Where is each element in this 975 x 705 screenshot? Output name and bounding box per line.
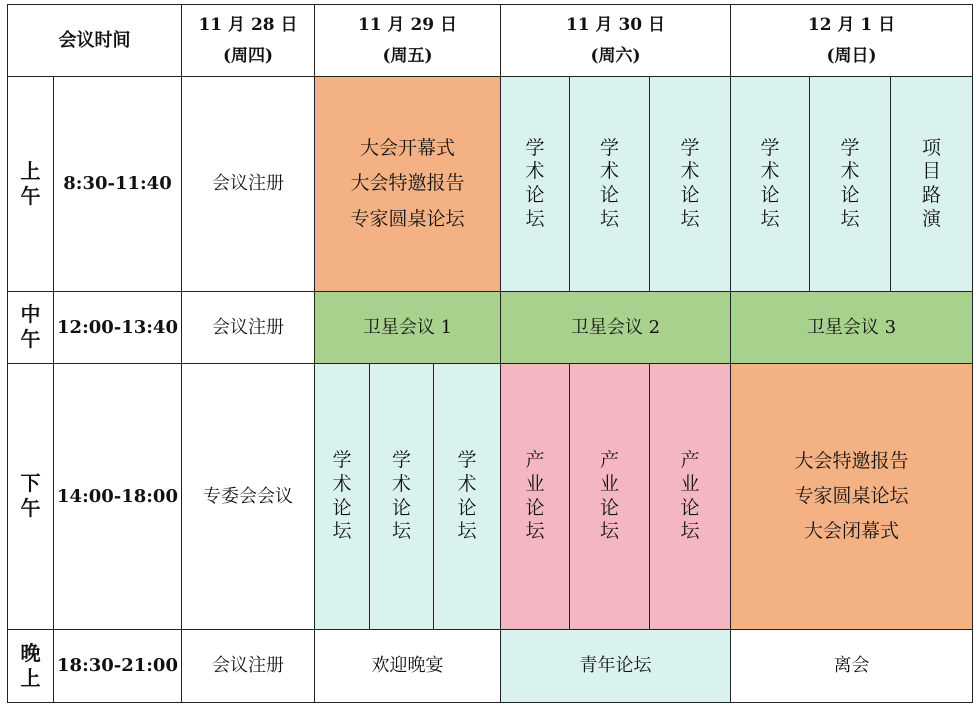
period-cell <box>8 364 54 630</box>
forum-cell <box>501 77 570 292</box>
event-label: 离会 <box>833 655 870 677</box>
event-label: 会议注册 <box>212 173 284 195</box>
satellite-meeting-cell <box>731 292 973 364</box>
day-weekday: (周五) <box>382 45 433 66</box>
roadshow-label: 项目路演 <box>922 136 942 230</box>
forum-label: 学术论坛 <box>680 136 700 230</box>
event-label: 专委会会议 <box>203 485 293 507</box>
forum-cell <box>810 77 891 292</box>
event-line: 专家圆桌论坛 <box>350 207 465 230</box>
event-line: 大会特邀报告 <box>794 449 909 472</box>
event-label: 卫星会议 3 <box>806 316 897 338</box>
period-label: 晚上 <box>20 640 41 690</box>
row-noon <box>8 292 973 364</box>
day-header-1 <box>182 5 315 77</box>
time-label: 18:30-21:00 <box>57 655 178 677</box>
period-cell <box>8 292 54 364</box>
forum-cell <box>315 364 370 630</box>
day-weekday: (周六) <box>590 45 641 66</box>
forum-cell <box>570 77 650 292</box>
forum-label: 产业论坛 <box>525 449 545 543</box>
industry-forum-cell <box>650 364 731 630</box>
time-header-cell <box>8 5 182 77</box>
satellite-meeting-cell <box>315 292 501 364</box>
forum-label: 产业论坛 <box>680 449 700 543</box>
time-cell <box>54 77 182 292</box>
event-label: 卫星会议 1 <box>362 316 453 338</box>
forum-label: 学术论坛 <box>840 136 860 230</box>
row-afternoon <box>8 364 973 630</box>
forum-label: 学术论坛 <box>760 136 780 230</box>
industry-forum-cell <box>501 364 570 630</box>
day-date: 12 月 1 日 <box>807 14 896 35</box>
day1-cell <box>182 292 315 364</box>
day1-cell <box>182 77 315 292</box>
roadshow-cell <box>891 77 973 292</box>
event-line: 大会闭幕式 <box>804 520 900 543</box>
plenary-cell <box>315 77 501 292</box>
time-label: 12:00-13:40 <box>57 316 178 338</box>
time-cell <box>54 630 182 703</box>
time-label: 8:30-11:40 <box>63 173 172 195</box>
event-line: 专家圆桌论坛 <box>794 484 909 507</box>
forum-cell <box>650 77 731 292</box>
industry-forum-cell <box>570 364 650 630</box>
forum-label: 学术论坛 <box>457 449 477 543</box>
welcome-dinner-cell <box>315 630 501 703</box>
event-label: 欢迎晚宴 <box>371 655 444 677</box>
day-weekday: (周日) <box>826 45 877 66</box>
time-label: 14:00-18:00 <box>57 485 178 507</box>
event-label: 会议注册 <box>212 655 284 677</box>
forum-label: 产业论坛 <box>600 449 620 543</box>
event-label: 卫星会议 2 <box>570 316 661 338</box>
forum-label: 学术论坛 <box>525 136 545 230</box>
day-date: 11 月 29 日 <box>357 14 458 35</box>
day1-cell <box>182 630 315 703</box>
day-header-3 <box>501 5 731 77</box>
day-date: 11 月 28 日 <box>198 14 298 35</box>
period-label: 中午 <box>20 302 41 352</box>
departure-cell <box>731 630 973 703</box>
event-line: 大会特邀报告 <box>350 172 465 195</box>
time-header-label: 会议时间 <box>58 29 131 51</box>
period-cell <box>8 77 54 292</box>
period-label: 上午 <box>20 158 41 208</box>
event-label: 会议注册 <box>212 316 284 338</box>
day-header-2 <box>315 5 501 77</box>
plenary-cell <box>731 364 973 630</box>
day-header-4 <box>731 5 973 77</box>
event-label: 青年论坛 <box>579 655 652 677</box>
satellite-meeting-cell <box>501 292 731 364</box>
schedule-table <box>7 4 973 703</box>
time-cell <box>54 292 182 364</box>
row-morning <box>8 77 973 292</box>
forum-cell <box>434 364 501 630</box>
day-weekday: (周四) <box>222 45 274 66</box>
forum-cell <box>370 364 434 630</box>
forum-label: 学术论坛 <box>332 449 352 543</box>
header-row <box>8 5 973 77</box>
forum-cell <box>731 77 810 292</box>
forum-label: 学术论坛 <box>600 136 620 230</box>
youth-forum-cell <box>501 630 731 703</box>
period-label: 下午 <box>20 471 41 521</box>
forum-label: 学术论坛 <box>392 449 412 543</box>
event-line: 大会开幕式 <box>359 137 455 160</box>
row-evening <box>8 630 973 703</box>
day-date: 11 月 30 日 <box>565 14 666 35</box>
day1-cell <box>182 364 315 630</box>
time-cell <box>54 364 182 630</box>
period-cell <box>8 630 54 703</box>
